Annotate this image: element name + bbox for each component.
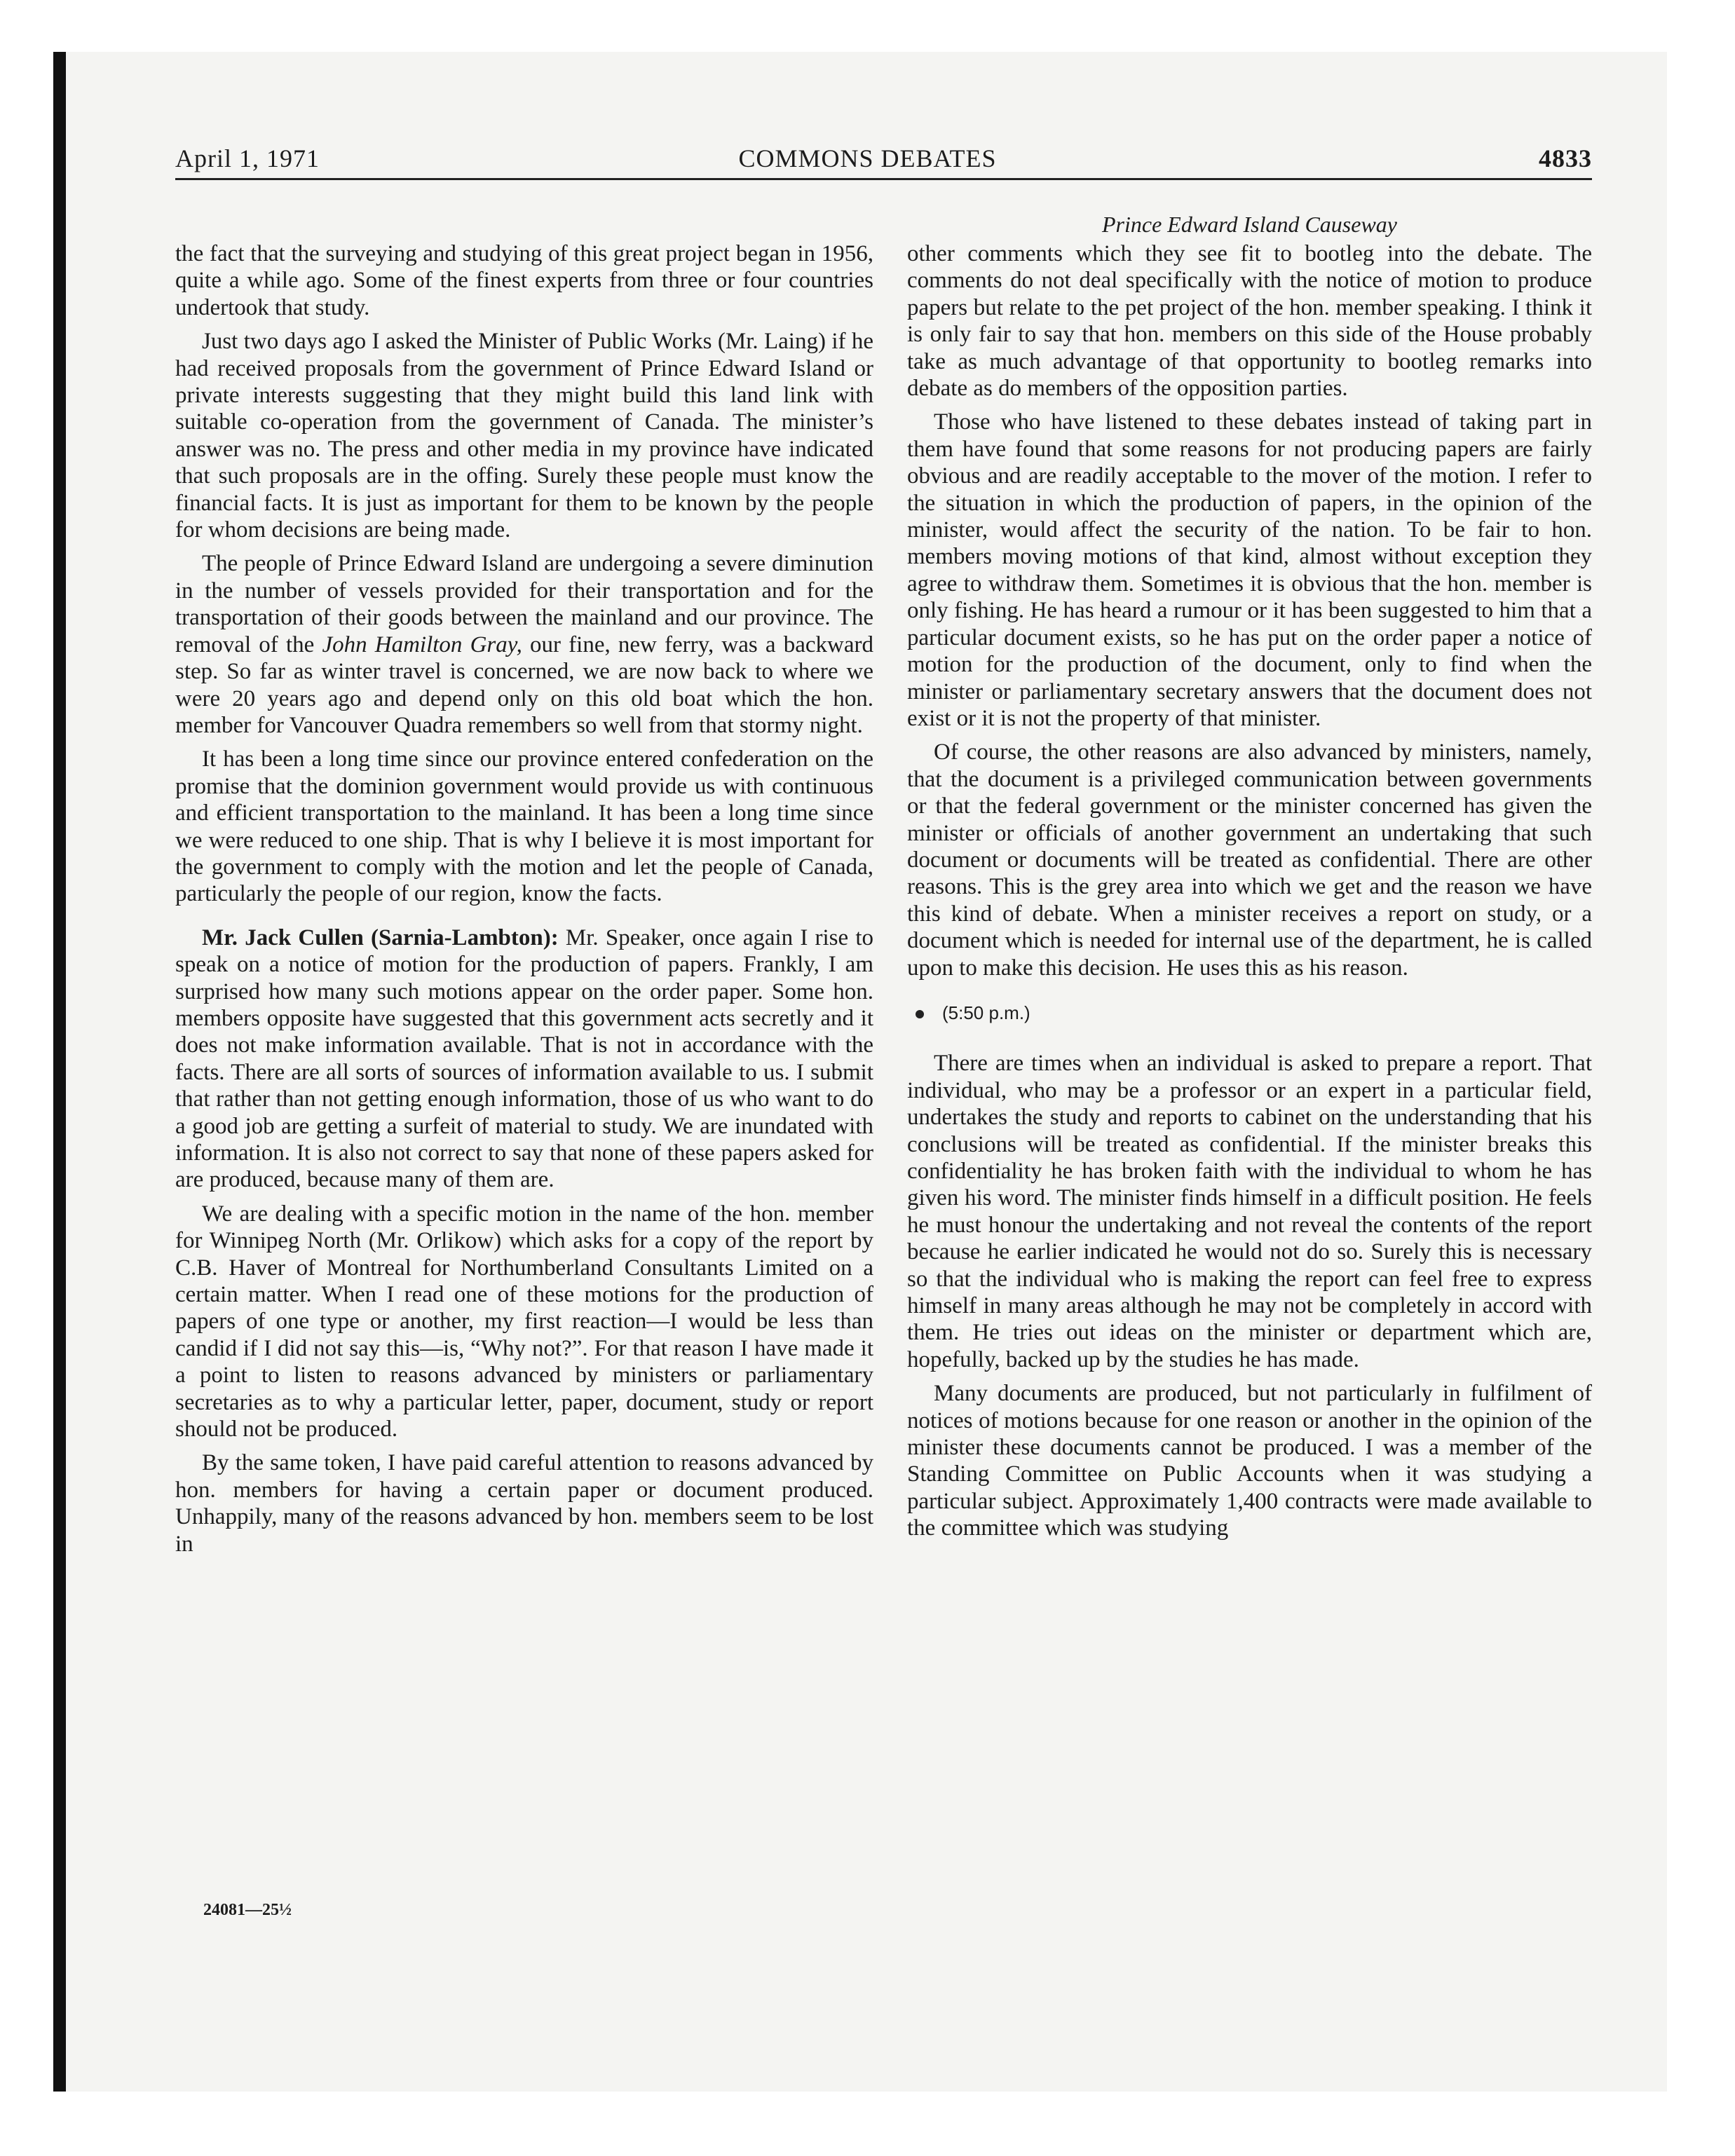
folio-number: 24081—25½ [203, 1901, 292, 1919]
paragraph: other comments which they see fit to bootleg into the debate. The comments do not deal specifically with the notice of motion to produce papers but relate to the pet project of the hon. member speaking. I think it is only fair to say that hon. members on this side of the House probably take as much advantage of that opportunity to bootleg remarks into debate as do members of the opposition parties. [907, 241, 1592, 402]
paragraph [175, 550, 873, 739]
speech-paragraph [175, 925, 873, 1194]
paragraph: By the same token, I have paid careful attention to reasons advanced by hon. members for having a certain paper or document produced. Unhappily, many of the reasons advanced by hon. members seem to be lost in [175, 1450, 873, 1557]
ship-name: John Hamilton Gray, [322, 632, 522, 657]
paragraph: There are times when an individual is asked to prepare a report. That individual, who may be a professor or an expert in a particular field, undertakes the study and reports to cabinet on the understanding that his conclusions will be treated as confidential. If the minister breaks this confidentiality he has broken faith with the individual to whom he has given his word. The minister finds himself in a difficult position. He feels he must honour the undertaking and not reveal the contents of the report because he earlier indicated he would not do so. Surely this is necessary so that the individual who is making the report can feel free to express himself in many areas although he may not be completely in accord with them. He tries out ideas on the minister or department which are, hopefully, backed up by the studies he has made. [907, 1051, 1592, 1372]
paragraph: the fact that the surveying and studying of this great project began in 1956, quite a while ago. Some of the finest experts from three or four countries undertook that study. [175, 241, 873, 320]
paragraph: Those who have listened to these debates instead of taking part in them have found that some reasons for not producing papers are fairly obvious and are readily acceptable to the mover of the motion. I refer to the situation in which the production of papers, in the opinion of the minister, would affect the security of the nation. To be fair to hon. members moving motions of that kind, almost without exception they agree to withdraw them. Sometimes it is obvious that the hon. member is only fishing. He has heard a rumour or it has been suggested to him that a particular document exists, so he has put on the order paper a notice of motion for the production of the document, only to find when the minister or parliamentary secretary answers that the document does not exist or it is not the property of that minister. [907, 409, 1592, 731]
bullet-icon [916, 1010, 924, 1018]
paragraph-text: Mr. Speaker, once again I rise to speak on a notice of motion for the production of papers. Frankly, I am surprised how many such motions appear on the order paper. Some hon. members opposite have suggested that this government acts secretly and it does not make information available. That is not in accordance with the facts. There are all sorts of sources of information available to us. I submit that rather than not getting enough information, those of us who want to do a good job are getting a surfeit of material to study. We are inundated with information. It is also not correct to say that none of these papers asked for are produced, because many of them are. [175, 925, 873, 1193]
header-rule [175, 178, 1592, 180]
page-number: 4833 [1539, 144, 1592, 172]
paragraph: Many documents are produced, but not particularly in fulfilment of notices of motions because for one reason or another in the opinion of the minister these documents cannot be produced. I was a member of the Standing Committee on Public Accounts when it was studying a particular subject. Approximately 1,400 contracts were made available to the committee which was studying [907, 1381, 1592, 1541]
paragraph: Just two days ago I asked the Minister of Public Works (Mr. Laing) if he had received proposals from the government of Prince Edward Island or private interests suggesting that they might build this land link with suitable co-operation from the government of Canada. The minister’s answer was no. The press and other media in my province have indicated that such proposals are in the offing. Surely these people must know the financial facts. It is just as important for them to be known by the people for whom decisions are being made. [175, 329, 873, 543]
paragraph: It has been a long time since our province entered confederation on the promise that the dominion government would provide us with continuous and efficient transportation to the mainland. It has been a long time since we were reduced to one ship. That is why I believe it is most important for the government to comply with the motion and let the people of Canada, particularly the people of our region, know the facts. [175, 746, 873, 907]
speaker-name: Mr. Jack Cullen (Sarnia-Lambton): [202, 925, 559, 950]
timestamp [907, 999, 1592, 1026]
paragraph-text: our fine, new ferry, was a backward step. So far as winter travel is concerned, we are now back to where we were 20 years ago and depend only on this old boat which the hon. member for Vancouver Quadra remembers so well from that stormy night. [175, 632, 873, 738]
header-title: COMMONS DEBATES [738, 144, 997, 172]
paragraph: We are dealing with a specific motion in the name of the hon. member for Winnipeg North (Mr. Orlikow) which asks for a copy of the report by C.B. Haver of Montreal for Northumberland Consultants Limited on a certain matter. When I read one of these motions for the production of papers of one type or another, my first reaction—I would be less than candid if I did not say this—is, “Why not?”. For that reason I have made it a point to listen to reasons advanced by ministers or parliamentary secretaries as to why a particular letter, paper, document, study or report should not be produced. [175, 1201, 873, 1442]
right-column [907, 240, 1592, 1542]
binding-edge [53, 52, 66, 2092]
left-column [175, 240, 873, 1557]
paragraph-text: The people of Prince Edward Island are undergoing a severe diminution in the number of vessels provided for their transportation and for the transportation of their goods between the mainland and our province. The removal of the [175, 551, 873, 657]
timestamp-text: (5:50 p.m.) [942, 1002, 1030, 1023]
running-head: Prince Edward Island Causeway [1102, 212, 1397, 237]
header-date: April 1, 1971 [175, 144, 320, 172]
paragraph: Of course, the other reasons are also advanced by ministers, namely, that the document is a privileged communication between governments or that the federal government or the minister concerned has given the minister or officials of another government an undertaking that such document or documents will be treated as confidential. There are other reasons. This is the grey area into which we get and the reason we have this kind of debate. When a minister receives a report on study, or a document which is needed for internal use of the department, he is called upon to make this decision. He uses this as his reason. [907, 739, 1592, 981]
